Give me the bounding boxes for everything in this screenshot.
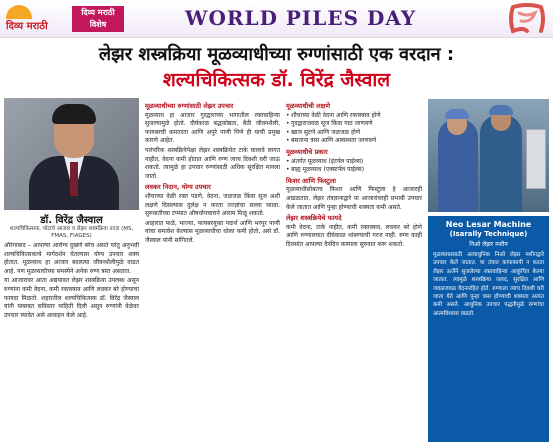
section-heading: लवकर निदान, योग्य उपचार (145, 183, 211, 192)
doctor-photo (4, 98, 139, 210)
intestine-icon (507, 3, 547, 35)
paragraph: पारंपरिक शस्त्रक्रियेपेक्षा लेझर शस्त्रक्रियेत टाके घालावे लागत नाहीत, वेदना कमी होतात आणि रुग्ण त्याच दिवशी घरी जाऊ शकतो. त्यामुळे हा उपचार रुग्णांसाठी अधिक सुरक्षित मानला जातो. (145, 146, 280, 180)
doctor-name: डॉ. विरेंद्र जैस्वाल (40, 215, 103, 226)
machine-description: मूळव्याधासाठी अत्याधुनिक निओ लेझर मशीनद्वारे उपचार केले जातात. या तंत्रात कापाकापी न करता लेझर ऊर्जेने सुजलेल्या रक्तवाहिन्या आकुंचित केल्या जातात. त्यामुळे शस्त्रक्रिया जलद, सुरक्षित आणि जवळजवळ वेदनारहित होते. रुग्णाला त्याच दिवशी घरी जाता येते आणि पुन्हा त्रास होण्याची शक्यता अत्यंत कमी असते. आधुनिक उपचार पद्धतीमुळे रुग्णांचा आत्मविश्वास वाढतो. (433, 252, 544, 317)
page-title: WORLD PILES DAY (185, 6, 417, 30)
headline-line-1: लेझर शस्त्रक्रिया मूळव्याधीच्या रुग्णांसाठी एक वरदान : (98, 44, 455, 65)
machine-heading: निओ लेझर मशीन (469, 241, 508, 248)
paragraph: शौचाच्या वेळी रक्त पडणे, वेदना, जळजळ किंवा सूज अशी लक्षणे दिसल्यास दुर्लक्ष न करता तज्ज्ञांचा सल्ला घ्यावा. सुरुवातीच्या टप्प्यात औषधोपचाराने आराम मिळू शकतो. (145, 192, 280, 218)
list-item: • अंतर्गत मूळव्याध (इंटर्नल पाईल्स) (286, 158, 422, 167)
special-tag (72, 6, 124, 32)
section-heading: मूळव्याधीच्या रुग्णांसाठी लेझर उपचार (145, 102, 234, 110)
article-column-3 (286, 100, 422, 443)
paragraph: मूळव्याध हा आजार गुदद्वाराच्या भागातील रक्तवाहिन्या सुजल्यामुळे होतो. दीर्घकाळ बद्धकोष्ठता, बैठी जीवनशैली, फायबरची कमतरता आणि अपुरे पाणी पिणे ही याची प्रमुख कारणे आहेत. (145, 111, 280, 145)
paragraph: मूळव्याधीसोबतच फिशर आणि फिस्टुला हे आजारही आढळतात. लेझर तंत्रज्ञानाद्वारे या आजारांवरही प्रभावी उपचार केले जातात आणि पुन्हा होण्याची शक्यता कमी असते. (286, 186, 422, 211)
article-column-1 (4, 242, 139, 442)
section-heading: फिशर आणि फिस्टुला (286, 176, 336, 185)
sun-icon (6, 5, 32, 19)
list-item: • गुदद्वाराजवळ सूज किंवा गाठ जाणवणे (286, 120, 422, 129)
logo-text: दिव्य मराठी (6, 21, 48, 32)
machine-subtitle: (Isarally Technique) (449, 230, 528, 238)
paragraph: कमी वेदना, टाके नाहीत, कमी रक्तस्त्राव, लवकर बरे होणे आणि रुग्णालयात दीर्घकाळ थांबण्याची गरज नाही. रुग्ण काही दिवसांत आपल्या दैनंदिन कामाला सुरुवात करू शकतो. (286, 223, 422, 248)
newspaper-logo (6, 5, 62, 31)
list-item: • बाह्य मूळव्याध (एक्स्टर्नल पाईल्स) (286, 166, 422, 175)
paragraph: आहारात फळे, भाज्या, फायबरयुक्त पदार्थ आणि भरपूर पाणी यांचा समावेश केल्यास मूळव्याधीचा धोका कमी होतो, असे डॉ. जैस्वाल यांनी सांगितले. (145, 219, 280, 244)
header-banner (0, 0, 553, 38)
list-item: • बसताना त्रास आणि अस्वस्थता जाणवणे (286, 137, 422, 146)
machine-title: Neo Lesar Machine (445, 220, 532, 229)
paragraph: औरंगाबाद – आपल्या आरोग्य दुखणे बरेच असते परंतु अनुभवी शल्यचिकित्सकाचे मार्गदर्शन घेतल्यास योग्य उपचार शक्य होतात. मूळव्याध हा आजार बदलत्या जीवनशैलीमुळे वाढत आहे. पण मूळव्याधीच्या समस्येने अनेक रुग्ण त्रस्त असतात. (4, 242, 139, 275)
photo-caption (4, 212, 139, 240)
section-heading: मूळव्याधीची लक्षणे (286, 102, 331, 110)
section-heading: लेझर शस्त्रक्रियेचे फायदे (286, 214, 342, 223)
article-column-2 (145, 100, 280, 443)
machine-info-box (428, 216, 549, 442)
paragraph: या आजारावर आता अद्ययावत लेझर शस्त्रक्रिया उपलब्ध असून रुग्णांना कमी वेदना, कमी रक्तस्त्राव आणि लवकर बरे होण्याचा फायदा मिळतो. शहरातील शल्यचिकित्सक डॉ. विरेंद्र जैस्वाल यांनी याबाबत सविस्तर माहिती दिली असून रुग्णांनी वेळेवर उपचार घ्यावेत असे आवाहन केले आहे. (4, 277, 139, 319)
tag-line-1: दिव्य मराठी (81, 8, 115, 17)
list-item: • खाज सुटणे आणि जळजळ होणे (286, 129, 422, 138)
list-item: • शौचाच्या वेळी वेदना आणि रक्तस्त्राव होणे (286, 112, 422, 121)
section-heading: मूळव्याधीचे प्रकार (286, 147, 328, 156)
doctor-designation: शल्यचिकित्सक, पोटाचे आजार व लेझर शस्त्रक्रिया तज्ज्ञ (MS, FMAS, FIAGES) (9, 226, 134, 239)
tag-line-2: विशेष (89, 20, 107, 29)
surgeons-photo (428, 99, 549, 212)
headline-line-2: शल्यचिकित्सक डॉ. विरेंद्र जैस्वाल (162, 69, 391, 91)
